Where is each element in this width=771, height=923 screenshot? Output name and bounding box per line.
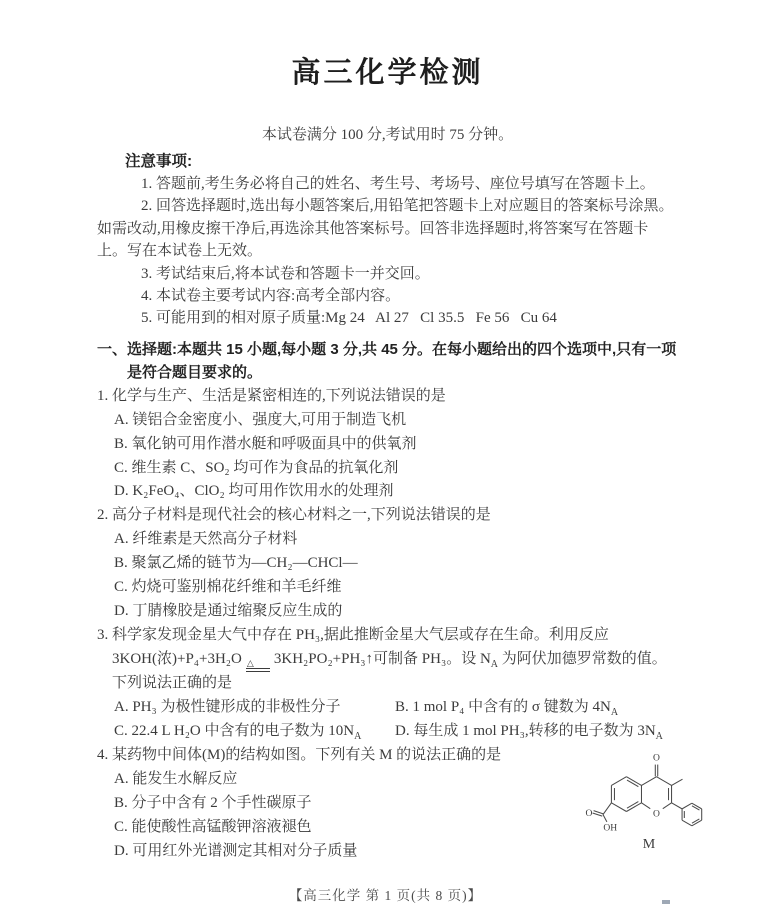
question-4-stem: 4. 某药物中间体(M)的结构如图。下列有关 M 的说法正确的是 <box>97 747 502 764</box>
question-3-option-c: C. 22.4 L H₂O 中含有的电子数为 $10N_A$ <box>114 723 362 743</box>
atom-label-carbonyl-oxygen: O <box>653 752 660 764</box>
notice-item-1: 1. 答题前,考生务必将自己的姓名、考生号、考场号、座位号填写在答题卡上。 <box>141 176 655 192</box>
exam-info-line: 本试卷满分 100 分,考试用时 75 分钟。 <box>261 127 514 143</box>
question-3-option-a: A. PH₃ 为极性键形成的非极性分子 <box>114 699 341 716</box>
atom-label-acid-oxygen: O <box>585 807 593 819</box>
notice-item-5: 5. 可能用到的相对原子质量:Mg 24 Al 27 Cl 35.5 Fe 56 Cu 64 <box>141 310 557 327</box>
question-1-option-b: B. 氧化钠可用作潜水艇和呼吸面具中的供氧剂 <box>114 435 417 452</box>
page-title: 高三化学检测 <box>291 57 484 89</box>
question-2-option-d: D. 丁腈橡胶是通过缩聚反应生成的 <box>114 603 343 619</box>
page-content <box>97 0 678 864</box>
notice-item-4: 4. 本试卷主要考试内容:高考全部内容。 <box>141 288 401 305</box>
question-1-option-c: C. 维生素 C、SO₂ 均可作为食品的抗氧化剂 <box>114 459 399 476</box>
atom-label-ring-oxygen: O <box>653 808 660 820</box>
question-1-option-a: A. 镁铝合金密度小、强度大,可用于制造飞机 <box>114 411 407 428</box>
question-4 <box>97 744 678 864</box>
question-3-option-row-1 <box>114 696 678 720</box>
question-3 <box>97 624 678 744</box>
question-3-stem: 3. 科学家发现金星大气中存在 PH₃,据此推断金星大气层或存在生命。利用反应 3KOH(浓)+P₄+3H₂O △ 3KH₂PO₂+PH₃↑可制备 PH₃。设 $N_A$ 为阿伏加德罗常数的值。下列说法正确的是 <box>97 626 667 692</box>
question-4-option-c: C. 能使酸性高锰酸钾溶液褪色 <box>114 818 312 835</box>
page-footer: 【高三化学 第 1 页(共 8 页)】 <box>288 888 483 903</box>
chromone-structure-drawing <box>583 748 709 835</box>
molecule-caption: M <box>642 837 656 853</box>
question-3-option-b: B. 1 mol P₄ 中含有的 σ 键数为 $4N_A$ <box>395 699 619 719</box>
question-2-option-a: A. 纤维素是天然高分子材料 <box>114 531 298 548</box>
atom-label-hydroxyl: OH <box>603 822 618 834</box>
question-2-stem: 2. 高分子材料是现代社会的核心材料之一,下列说法错误的是 <box>97 507 491 524</box>
question-1-stem: 1. 化学与生产、生活是紧密相连的,下列说法错误的是 <box>97 387 446 404</box>
notice-title: 注意事项: <box>125 153 193 170</box>
notice-item-3: 3. 考试结束后,将本试卷和答题卡一并交回。 <box>141 265 430 282</box>
notice-item-2: 2. 回答选择题时,选出每小题答案后,用铅笔把答题卡上对应题目的答案标号涂黑。如需改动,用橡皮擦干净后,再选涂其他答案标号。回答非选择题时,将答案写在答题卡上。写在本试卷上无效。 <box>97 198 674 260</box>
question-4-option-b: B. 分子中含有 2 个手性碳原子 <box>114 794 312 811</box>
question-4-option-a: A. 能发生水解反应 <box>114 770 238 787</box>
question-3-option-row-2 <box>114 720 678 744</box>
question-4-option-d: D. 可用红外光谱测定其相对分子质量 <box>114 842 358 859</box>
question-2-option-c: C. 灼烧可鉴别棉花纤维和羊毛纤维 <box>114 579 342 596</box>
question-2-option-b: B. 聚氯乙烯的链节为—CH₂—CHCl— <box>114 555 358 572</box>
molecule-structure-figure <box>583 748 709 853</box>
question-1 <box>97 385 678 505</box>
section-1-header: 一、选择题:本题共 15 小题,每小题 3 分,共 45 分。在每小题给出的四个选项中,只有一项是符合题目要求的。 <box>97 340 677 382</box>
scan-artifact <box>662 900 670 904</box>
question-2 <box>97 504 678 624</box>
notice-list <box>97 173 678 330</box>
question-3-option-d: D. 每生成 1 mol PH₃,转移的电子数为 $3N_A$ <box>395 723 663 743</box>
heated-reaction-equals-symbol: △ <box>246 659 270 673</box>
question-1-option-d: D. K₂FeO₄、ClO₂ 均可用作饮用水的处理剂 <box>114 483 394 500</box>
